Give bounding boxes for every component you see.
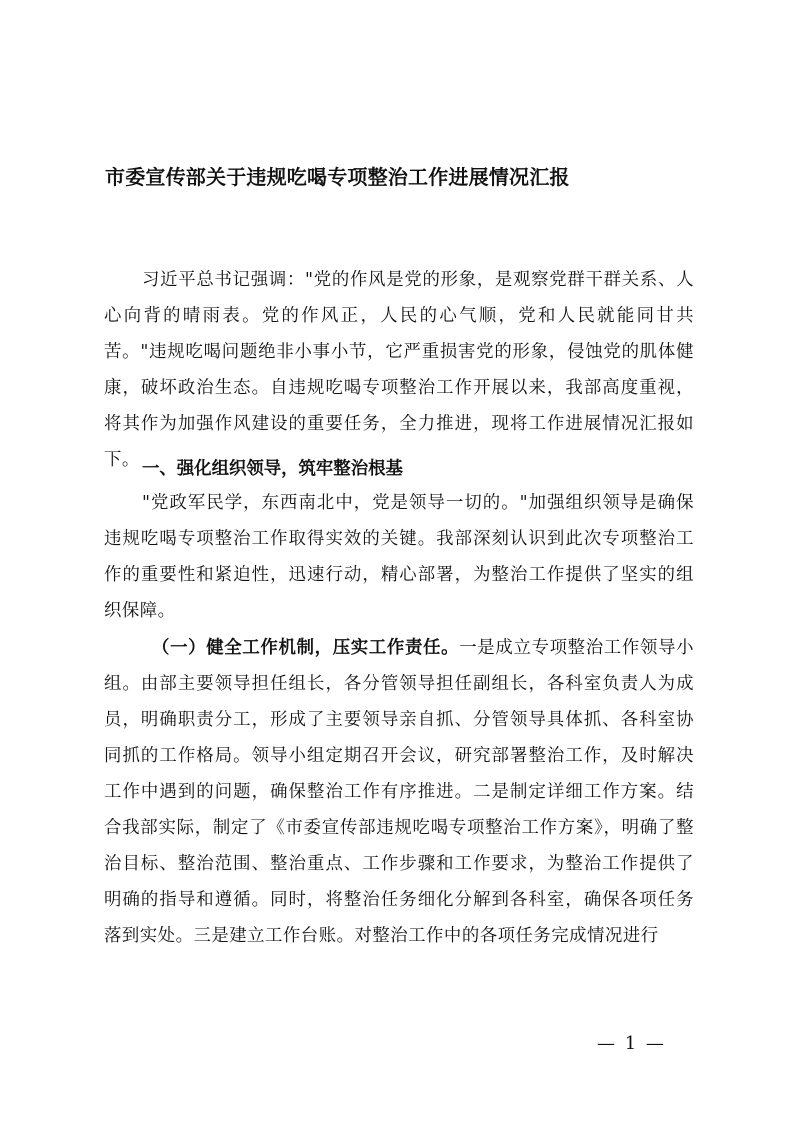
subsection-1-lead: （一）健全工作机制，压实工作责任。 xyxy=(152,638,460,658)
section-heading-1: 一、强化组织领导，筑牢整治根基 xyxy=(142,459,403,479)
subsection-1-paragraph xyxy=(104,630,694,954)
subsection-1-text: 一是成立专项整治工作领导小组。由部主要领导担任组长，各分管领导担任副组长，各科室负责人为成员，明确职责分工，形成了主要领导亲自抓、分管领导具体抓、各科室协同抓的工作格局。领导小组定期召开会议，研究部署整治工作，及时解决工作中遇到的问题，确保整治工作有序推进。二是制定详细工作方案。结合我部实际，制定了《市委宣传部违规吃喝专项整治工作方案》，明确了整治目标、整治范围、整治重点、工作步骤和工作要求，为整治工作提供了明确的指导和遵循。同时，将整治任务细化分解到各科室，确保各项任务落到实处。三是建立工作台账。对整治工作中的各项任务完成情况进行 xyxy=(104,638,694,946)
section-1-paragraph: "党政军民学，东西南北中，党是领导一切的。"加强组织领导是确保违规吃喝专项整治工作取得实效的关键。我部深刻认识到此次专项整治工作的重要性和紧迫性，迅速行动，精心部署，为整治工作提供了坚实的组织保障。 xyxy=(104,493,694,621)
page-number: — 1 — xyxy=(597,1033,666,1054)
intro-paragraph: 习近平总书记强调："党的作风是党的形象，是观察党群干群关系、人心向背的晴雨表。党的作风正，人民的心气顺，党和人民就能同甘共苦。"违规吃喝问题绝非小事小节，它严重损害党的形象，侵蚀党的肌体健康，破坏政治生态。自违规吃喝专项整治工作开展以来，我部高度重视，将其作为加强作风建设的重要任务，全力推进，现将工作进展情况汇报如下。 xyxy=(104,270,694,470)
document-title: 市委宣传部关于违规吃喝专项整治工作进展情况汇报 xyxy=(105,165,570,189)
